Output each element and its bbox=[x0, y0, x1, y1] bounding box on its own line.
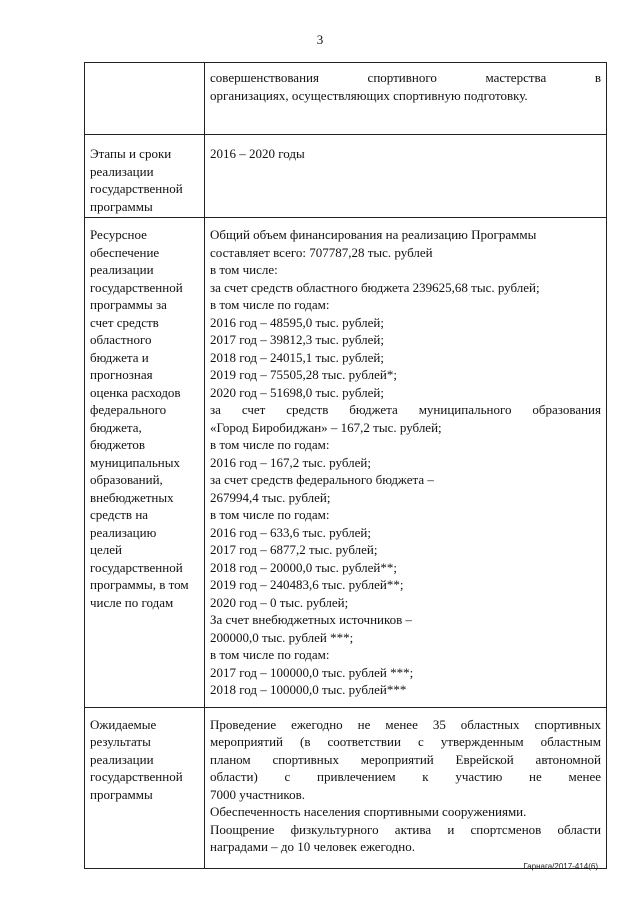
content-line: Общий объем финансирования на реализацию Программы bbox=[210, 227, 537, 242]
label-line: реализацию bbox=[90, 524, 157, 540]
content-line: области) с привлечением к участию не менее bbox=[210, 769, 601, 784]
label-line: государственной bbox=[90, 279, 183, 295]
label-line: государственной bbox=[90, 769, 183, 784]
label-line: реализации bbox=[90, 262, 154, 277]
content-line: 2019 год – 240483,6 тыс. рублей**; bbox=[210, 577, 404, 592]
content-line: 2018 год – 100000,0 тыс. рублей*** bbox=[210, 682, 407, 697]
content-line: 2017 год – 6877,2 тыс. рублей; bbox=[210, 542, 378, 557]
content-line: 2017 год – 100000,0 тыс. рублей ***; bbox=[210, 664, 414, 680]
content-line: Обеспеченность населения спортивными сооружениями. bbox=[210, 804, 527, 819]
label-line: реализации bbox=[90, 163, 154, 179]
row-label-cell bbox=[85, 63, 205, 135]
content-line: «Город Биробиджан» – 167,2 тыс. рублей; bbox=[210, 419, 442, 435]
label-line: программы за bbox=[90, 297, 167, 312]
label-line: областного bbox=[90, 332, 152, 347]
content-line: 2016 год – 167,2 тыс. рублей; bbox=[210, 454, 371, 470]
label-line: результаты bbox=[90, 734, 151, 749]
document-footer-code: Гарнага/2017-414(6) bbox=[523, 862, 598, 871]
content-line: 2020 год – 0 тыс. рублей; bbox=[210, 594, 349, 610]
label-line: внебюджетных bbox=[90, 489, 174, 505]
table-row-resources bbox=[85, 218, 607, 708]
label-line: счет средств bbox=[90, 314, 159, 330]
label-line: Этапы и сроки bbox=[90, 146, 172, 161]
table-row-results bbox=[85, 707, 607, 868]
content-line: за счет средств федерального бюджета – bbox=[210, 472, 434, 487]
content-line: Проведение ежегодно не менее 35 областных спортивных bbox=[210, 716, 601, 732]
content-line: организациях, осуществляющих спортивную подготовку. bbox=[210, 87, 528, 103]
label-line: обеспечение bbox=[90, 244, 160, 260]
label-line: оценка расходов bbox=[90, 384, 181, 400]
label-line: программы, в том bbox=[90, 577, 189, 592]
row-content-cell bbox=[205, 218, 607, 708]
label-line: бюджетов bbox=[90, 437, 146, 452]
program-passport-table bbox=[84, 62, 607, 869]
label-line: бюджета, bbox=[90, 419, 142, 435]
label-line: государственной bbox=[90, 181, 183, 196]
content-line: в том числе: bbox=[210, 262, 278, 277]
label-line: федерального bbox=[90, 402, 167, 417]
content-line: в том числе по годам: bbox=[210, 297, 330, 312]
row-label-cell bbox=[85, 218, 205, 708]
label-line: государственной bbox=[90, 559, 183, 575]
label-line: прогнозная bbox=[90, 367, 153, 382]
content-line: 2018 год – 24015,1 тыс. рублей; bbox=[210, 349, 384, 365]
row-label-cell bbox=[85, 135, 205, 218]
content-line: в том числе по годам: bbox=[210, 507, 330, 522]
label-line: программы bbox=[90, 786, 153, 802]
content-line: 2019 год – 75505,28 тыс. рублей*; bbox=[210, 367, 397, 382]
content-line: 2018 год – 20000,0 тыс. рублей**; bbox=[210, 559, 397, 575]
content-line: наградами – до 10 человек ежегодно. bbox=[210, 839, 416, 854]
content-line: 267994,4 тыс. рублей; bbox=[210, 489, 331, 505]
content-line: планом спортивных мероприятий Еврейской автономной bbox=[210, 751, 601, 767]
table-row-goal-continuation bbox=[85, 63, 607, 135]
content-line: 2017 год – 39812,3 тыс. рублей; bbox=[210, 332, 384, 347]
content-line: 2016 – 2020 годы bbox=[210, 146, 305, 161]
label-line: числе по годам bbox=[90, 594, 174, 610]
label-line: целей bbox=[90, 542, 122, 557]
content-line: 2016 год – 633,6 тыс. рублей; bbox=[210, 524, 371, 540]
label-line: муниципальных bbox=[90, 454, 181, 470]
content-line: за счет средств областного бюджета 239625,68 тыс. рублей; bbox=[210, 279, 540, 295]
content-line: составляет всего: 707787,28 тыс. рублей bbox=[210, 244, 433, 260]
content-line: За счет внебюджетных источников – bbox=[210, 612, 413, 627]
row-label-cell bbox=[85, 707, 205, 868]
label-line: реализации bbox=[90, 751, 154, 767]
row-content-cell bbox=[205, 707, 607, 868]
label-line: Ожидаемые bbox=[90, 716, 157, 732]
content-line: в том числе по годам: bbox=[210, 647, 330, 662]
page-number: 3 bbox=[316, 32, 324, 47]
label-line: средств на bbox=[90, 507, 149, 522]
content-line: за счет средств бюджета муниципального образования bbox=[210, 402, 601, 417]
content-line: 2016 год – 48595,0 тыс. рублей; bbox=[210, 314, 384, 330]
row-content-cell bbox=[205, 135, 607, 218]
label-line: образований, bbox=[90, 472, 163, 487]
content-line: Поощрение физкультурного актива и спортсменов области bbox=[210, 821, 601, 837]
content-line: совершенствования спортивного мастерства в bbox=[210, 70, 601, 85]
content-line: 200000,0 тыс. рублей ***; bbox=[210, 629, 354, 645]
label-line: бюджета и bbox=[90, 349, 149, 365]
content-line: в том числе по годам: bbox=[210, 437, 330, 452]
content-line: мероприятий (в соответствии с утвержденным областным bbox=[210, 734, 601, 749]
table-row-stages bbox=[85, 135, 607, 218]
label-line: программы bbox=[90, 198, 153, 214]
content-line: 2020 год – 51698,0 тыс. рублей; bbox=[210, 384, 384, 400]
content-line: 7000 участников. bbox=[210, 786, 305, 802]
label-line: Ресурсное bbox=[90, 227, 147, 242]
row-content-cell bbox=[205, 63, 607, 135]
